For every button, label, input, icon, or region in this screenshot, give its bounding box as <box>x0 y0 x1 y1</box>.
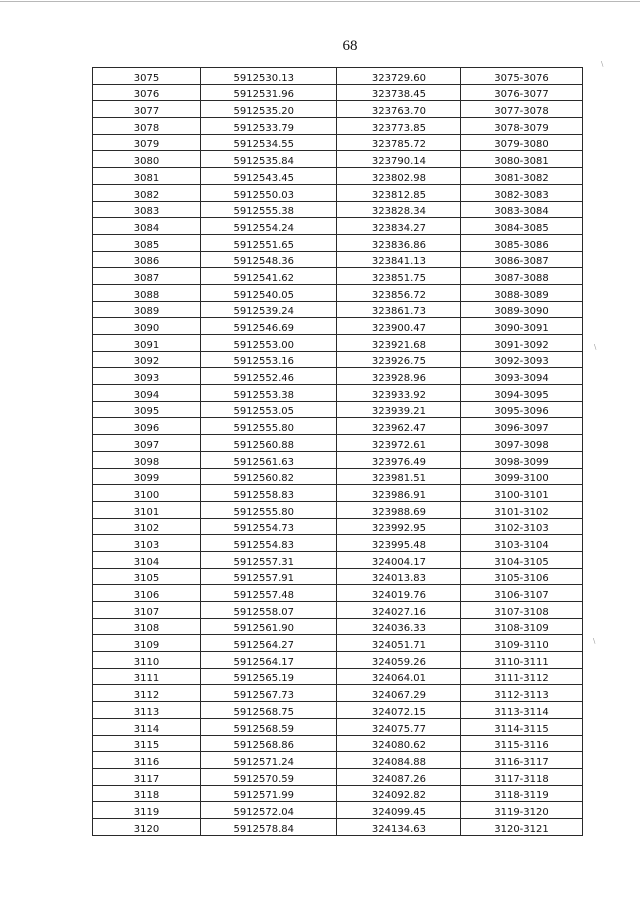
table-row <box>93 718 583 735</box>
y-coordinate-cell: 323828.34 <box>337 201 461 218</box>
y-coordinate-cell: 323976.49 <box>337 451 461 468</box>
y-coordinate-cell: 324051.71 <box>337 635 461 652</box>
point-number-cell: 3113 <box>93 702 201 719</box>
y-coordinate-cell: 323986.91 <box>337 485 461 502</box>
point-number-cell: 3117 <box>93 768 201 785</box>
x-coordinate-cell: 5912560.82 <box>201 468 337 485</box>
table-row <box>93 385 583 402</box>
y-coordinate-cell: 324075.77 <box>337 718 461 735</box>
segment-cell: 3083-3084 <box>461 201 583 218</box>
y-coordinate-cell: 324004.17 <box>337 551 461 568</box>
point-number-cell: 3087 <box>93 268 201 285</box>
segment-cell: 3107-3108 <box>461 602 583 619</box>
segment-cell: 3092-3093 <box>461 351 583 368</box>
point-number-cell: 3097 <box>93 435 201 452</box>
table-row <box>93 284 583 301</box>
table-row <box>93 218 583 235</box>
y-coordinate-cell: 324134.63 <box>337 818 461 835</box>
x-coordinate-cell: 5912553.00 <box>201 335 337 352</box>
table-row <box>93 84 583 101</box>
table-row <box>93 818 583 835</box>
segment-cell: 3116-3117 <box>461 752 583 769</box>
table-row <box>93 118 583 135</box>
table-row <box>93 768 583 785</box>
x-coordinate-cell: 5912554.83 <box>201 535 337 552</box>
y-coordinate-cell: 324059.26 <box>337 652 461 669</box>
x-coordinate-cell: 5912535.84 <box>201 151 337 168</box>
x-coordinate-cell: 5912568.86 <box>201 735 337 752</box>
table-row <box>93 518 583 535</box>
point-number-cell: 3076 <box>93 84 201 101</box>
table-row <box>93 435 583 452</box>
x-coordinate-cell: 5912541.62 <box>201 268 337 285</box>
segment-cell: 3103-3104 <box>461 535 583 552</box>
table-row <box>93 618 583 635</box>
y-coordinate-cell: 323988.69 <box>337 501 461 518</box>
y-coordinate-cell: 323939.21 <box>337 401 461 418</box>
point-number-cell: 3091 <box>93 335 201 352</box>
scan-top-edge <box>0 1 640 2</box>
y-coordinate-cell: 323921.68 <box>337 335 461 352</box>
x-coordinate-cell: 5912555.80 <box>201 501 337 518</box>
segment-cell: 3113-3114 <box>461 702 583 719</box>
y-coordinate-cell: 323729.60 <box>337 68 461 85</box>
table-row <box>93 668 583 685</box>
point-number-cell: 3084 <box>93 218 201 235</box>
y-coordinate-cell: 324099.45 <box>337 802 461 819</box>
x-coordinate-cell: 5912539.24 <box>201 301 337 318</box>
x-coordinate-cell: 5912558.83 <box>201 485 337 502</box>
table-row <box>93 134 583 151</box>
x-coordinate-cell: 5912561.63 <box>201 451 337 468</box>
y-coordinate-cell: 323995.48 <box>337 535 461 552</box>
segment-cell: 3081-3082 <box>461 168 583 185</box>
table-row <box>93 451 583 468</box>
point-number-cell: 3101 <box>93 501 201 518</box>
scan-speck: \ <box>601 60 604 68</box>
y-coordinate-cell: 323861.73 <box>337 301 461 318</box>
segment-cell: 3082-3083 <box>461 184 583 201</box>
point-number-cell: 3080 <box>93 151 201 168</box>
segment-cell: 3096-3097 <box>461 418 583 435</box>
y-coordinate-cell: 323812.85 <box>337 184 461 201</box>
y-coordinate-cell: 324080.62 <box>337 735 461 752</box>
segment-cell: 3084-3085 <box>461 218 583 235</box>
point-number-cell: 3075 <box>93 68 201 85</box>
point-number-cell: 3086 <box>93 251 201 268</box>
y-coordinate-cell: 323763.70 <box>337 101 461 118</box>
y-coordinate-cell: 323738.45 <box>337 84 461 101</box>
point-number-cell: 3100 <box>93 485 201 502</box>
point-number-cell: 3090 <box>93 318 201 335</box>
table-row <box>93 785 583 802</box>
y-coordinate-cell: 324087.26 <box>337 768 461 785</box>
table-row <box>93 485 583 502</box>
y-coordinate-cell: 323802.98 <box>337 168 461 185</box>
point-number-cell: 3093 <box>93 368 201 385</box>
segment-cell: 3076-3077 <box>461 84 583 101</box>
point-number-cell: 3098 <box>93 451 201 468</box>
x-coordinate-cell: 5912550.03 <box>201 184 337 201</box>
segment-cell: 3117-3118 <box>461 768 583 785</box>
y-coordinate-cell: 323834.27 <box>337 218 461 235</box>
point-number-cell: 3118 <box>93 785 201 802</box>
point-number-cell: 3082 <box>93 184 201 201</box>
x-coordinate-cell: 5912535.20 <box>201 101 337 118</box>
x-coordinate-cell: 5912553.16 <box>201 351 337 368</box>
segment-cell: 3097-3098 <box>461 435 583 452</box>
table-row <box>93 401 583 418</box>
table-row <box>93 535 583 552</box>
y-coordinate-cell: 323933.92 <box>337 385 461 402</box>
segment-cell: 3120-3121 <box>461 818 583 835</box>
table-row <box>93 501 583 518</box>
x-coordinate-cell: 5912543.45 <box>201 168 337 185</box>
x-coordinate-cell: 5912553.05 <box>201 401 337 418</box>
x-coordinate-cell: 5912557.31 <box>201 551 337 568</box>
point-number-cell: 3110 <box>93 652 201 669</box>
table-row <box>93 685 583 702</box>
segment-cell: 3111-3112 <box>461 668 583 685</box>
x-coordinate-cell: 5912540.05 <box>201 284 337 301</box>
x-coordinate-cell: 5912557.48 <box>201 585 337 602</box>
y-coordinate-cell: 324072.15 <box>337 702 461 719</box>
segment-cell: 3095-3096 <box>461 401 583 418</box>
point-number-cell: 3092 <box>93 351 201 368</box>
table-row <box>93 184 583 201</box>
segment-cell: 3110-3111 <box>461 652 583 669</box>
coordinates-table-body <box>93 68 583 836</box>
point-number-cell: 3109 <box>93 635 201 652</box>
point-number-cell: 3105 <box>93 568 201 585</box>
table-row <box>93 585 583 602</box>
segment-cell: 3100-3101 <box>461 485 583 502</box>
table-row <box>93 418 583 435</box>
table-row <box>93 251 583 268</box>
segment-cell: 3079-3080 <box>461 134 583 151</box>
x-coordinate-cell: 5912530.13 <box>201 68 337 85</box>
y-coordinate-cell: 323926.75 <box>337 351 461 368</box>
y-coordinate-cell: 323856.72 <box>337 284 461 301</box>
x-coordinate-cell: 5912531.96 <box>201 84 337 101</box>
segment-cell: 3086-3087 <box>461 251 583 268</box>
x-coordinate-cell: 5912564.27 <box>201 635 337 652</box>
segment-cell: 3094-3095 <box>461 385 583 402</box>
y-coordinate-cell: 323992.95 <box>337 518 461 535</box>
x-coordinate-cell: 5912555.38 <box>201 201 337 218</box>
segment-cell: 3109-3110 <box>461 635 583 652</box>
segment-cell: 3098-3099 <box>461 451 583 468</box>
x-coordinate-cell: 5912557.91 <box>201 568 337 585</box>
table-row <box>93 318 583 335</box>
x-coordinate-cell: 5912571.24 <box>201 752 337 769</box>
segment-cell: 3108-3109 <box>461 618 583 635</box>
segment-cell: 3093-3094 <box>461 368 583 385</box>
segment-cell: 3106-3107 <box>461 585 583 602</box>
point-number-cell: 3114 <box>93 718 201 735</box>
y-coordinate-cell: 323790.14 <box>337 151 461 168</box>
y-coordinate-cell: 324013.83 <box>337 568 461 585</box>
segment-cell: 3087-3088 <box>461 268 583 285</box>
segment-cell: 3091-3092 <box>461 335 583 352</box>
x-coordinate-cell: 5912551.65 <box>201 234 337 251</box>
table-row <box>93 702 583 719</box>
x-coordinate-cell: 5912533.79 <box>201 118 337 135</box>
segment-cell: 3078-3079 <box>461 118 583 135</box>
point-number-cell: 3108 <box>93 618 201 635</box>
x-coordinate-cell: 5912565.19 <box>201 668 337 685</box>
page-number: 68 <box>342 38 358 54</box>
table-row <box>93 652 583 669</box>
x-coordinate-cell: 5912578.84 <box>201 818 337 835</box>
x-coordinate-cell: 5912572.04 <box>201 802 337 819</box>
y-coordinate-cell: 323972.61 <box>337 435 461 452</box>
table-row <box>93 268 583 285</box>
segment-cell: 3115-3116 <box>461 735 583 752</box>
x-coordinate-cell: 5912555.80 <box>201 418 337 435</box>
x-coordinate-cell: 5912554.24 <box>201 218 337 235</box>
y-coordinate-cell: 324036.33 <box>337 618 461 635</box>
table-row <box>93 752 583 769</box>
table-row <box>93 468 583 485</box>
table-row <box>93 301 583 318</box>
point-number-cell: 3081 <box>93 168 201 185</box>
y-coordinate-cell: 323962.47 <box>337 418 461 435</box>
point-number-cell: 3119 <box>93 802 201 819</box>
x-coordinate-cell: 5912553.38 <box>201 385 337 402</box>
x-coordinate-cell: 5912564.17 <box>201 652 337 669</box>
point-number-cell: 3111 <box>93 668 201 685</box>
segment-cell: 3104-3105 <box>461 551 583 568</box>
point-number-cell: 3103 <box>93 535 201 552</box>
segment-cell: 3102-3103 <box>461 518 583 535</box>
point-number-cell: 3112 <box>93 685 201 702</box>
y-coordinate-cell: 323900.47 <box>337 318 461 335</box>
table-row <box>93 335 583 352</box>
x-coordinate-cell: 5912568.75 <box>201 702 337 719</box>
segment-cell: 3119-3120 <box>461 802 583 819</box>
table-row <box>93 168 583 185</box>
segment-cell: 3101-3102 <box>461 501 583 518</box>
table-row <box>93 368 583 385</box>
segment-cell: 3118-3119 <box>461 785 583 802</box>
table-row <box>93 635 583 652</box>
segment-cell: 3088-3089 <box>461 284 583 301</box>
y-coordinate-cell: 323981.51 <box>337 468 461 485</box>
x-coordinate-cell: 5912570.59 <box>201 768 337 785</box>
x-coordinate-cell: 5912558.07 <box>201 602 337 619</box>
scan-speck: \ <box>594 343 597 351</box>
table-row <box>93 735 583 752</box>
segment-cell: 3075-3076 <box>461 68 583 85</box>
point-number-cell: 3106 <box>93 585 201 602</box>
segment-cell: 3114-3115 <box>461 718 583 735</box>
point-number-cell: 3116 <box>93 752 201 769</box>
point-number-cell: 3077 <box>93 101 201 118</box>
coordinates-table <box>92 67 583 836</box>
x-coordinate-cell: 5912571.99 <box>201 785 337 802</box>
point-number-cell: 3104 <box>93 551 201 568</box>
point-number-cell: 3107 <box>93 602 201 619</box>
y-coordinate-cell: 323928.96 <box>337 368 461 385</box>
segment-cell: 3080-3081 <box>461 151 583 168</box>
x-coordinate-cell: 5912568.59 <box>201 718 337 735</box>
table-row <box>93 234 583 251</box>
x-coordinate-cell: 5912548.36 <box>201 251 337 268</box>
table-row <box>93 68 583 85</box>
point-number-cell: 3095 <box>93 401 201 418</box>
segment-cell: 3105-3106 <box>461 568 583 585</box>
point-number-cell: 3085 <box>93 234 201 251</box>
y-coordinate-cell: 323851.75 <box>337 268 461 285</box>
point-number-cell: 3088 <box>93 284 201 301</box>
segment-cell: 3090-3091 <box>461 318 583 335</box>
table-row <box>93 602 583 619</box>
point-number-cell: 3102 <box>93 518 201 535</box>
x-coordinate-cell: 5912554.73 <box>201 518 337 535</box>
scan-speck: \ <box>593 637 596 645</box>
segment-cell: 3099-3100 <box>461 468 583 485</box>
table-row <box>93 351 583 368</box>
x-coordinate-cell: 5912560.88 <box>201 435 337 452</box>
y-coordinate-cell: 323841.13 <box>337 251 461 268</box>
table-row <box>93 101 583 118</box>
x-coordinate-cell: 5912534.55 <box>201 134 337 151</box>
point-number-cell: 3078 <box>93 118 201 135</box>
x-coordinate-cell: 5912552.46 <box>201 368 337 385</box>
y-coordinate-cell: 323836.86 <box>337 234 461 251</box>
point-number-cell: 3120 <box>93 818 201 835</box>
table-row <box>93 568 583 585</box>
y-coordinate-cell: 324092.82 <box>337 785 461 802</box>
table-row <box>93 551 583 568</box>
y-coordinate-cell: 323785.72 <box>337 134 461 151</box>
y-coordinate-cell: 324027.16 <box>337 602 461 619</box>
y-coordinate-cell: 324064.01 <box>337 668 461 685</box>
table-row <box>93 151 583 168</box>
segment-cell: 3089-3090 <box>461 301 583 318</box>
segment-cell: 3077-3078 <box>461 101 583 118</box>
point-number-cell: 3079 <box>93 134 201 151</box>
point-number-cell: 3089 <box>93 301 201 318</box>
x-coordinate-cell: 5912567.73 <box>201 685 337 702</box>
table-row <box>93 201 583 218</box>
y-coordinate-cell: 324019.76 <box>337 585 461 602</box>
table-row <box>93 802 583 819</box>
y-coordinate-cell: 324067.29 <box>337 685 461 702</box>
y-coordinate-cell: 324084.88 <box>337 752 461 769</box>
y-coordinate-cell: 323773.85 <box>337 118 461 135</box>
point-number-cell: 3096 <box>93 418 201 435</box>
point-number-cell: 3115 <box>93 735 201 752</box>
point-number-cell: 3094 <box>93 385 201 402</box>
segment-cell: 3085-3086 <box>461 234 583 251</box>
x-coordinate-cell: 5912561.90 <box>201 618 337 635</box>
segment-cell: 3112-3113 <box>461 685 583 702</box>
point-number-cell: 3099 <box>93 468 201 485</box>
x-coordinate-cell: 5912546.69 <box>201 318 337 335</box>
point-number-cell: 3083 <box>93 201 201 218</box>
